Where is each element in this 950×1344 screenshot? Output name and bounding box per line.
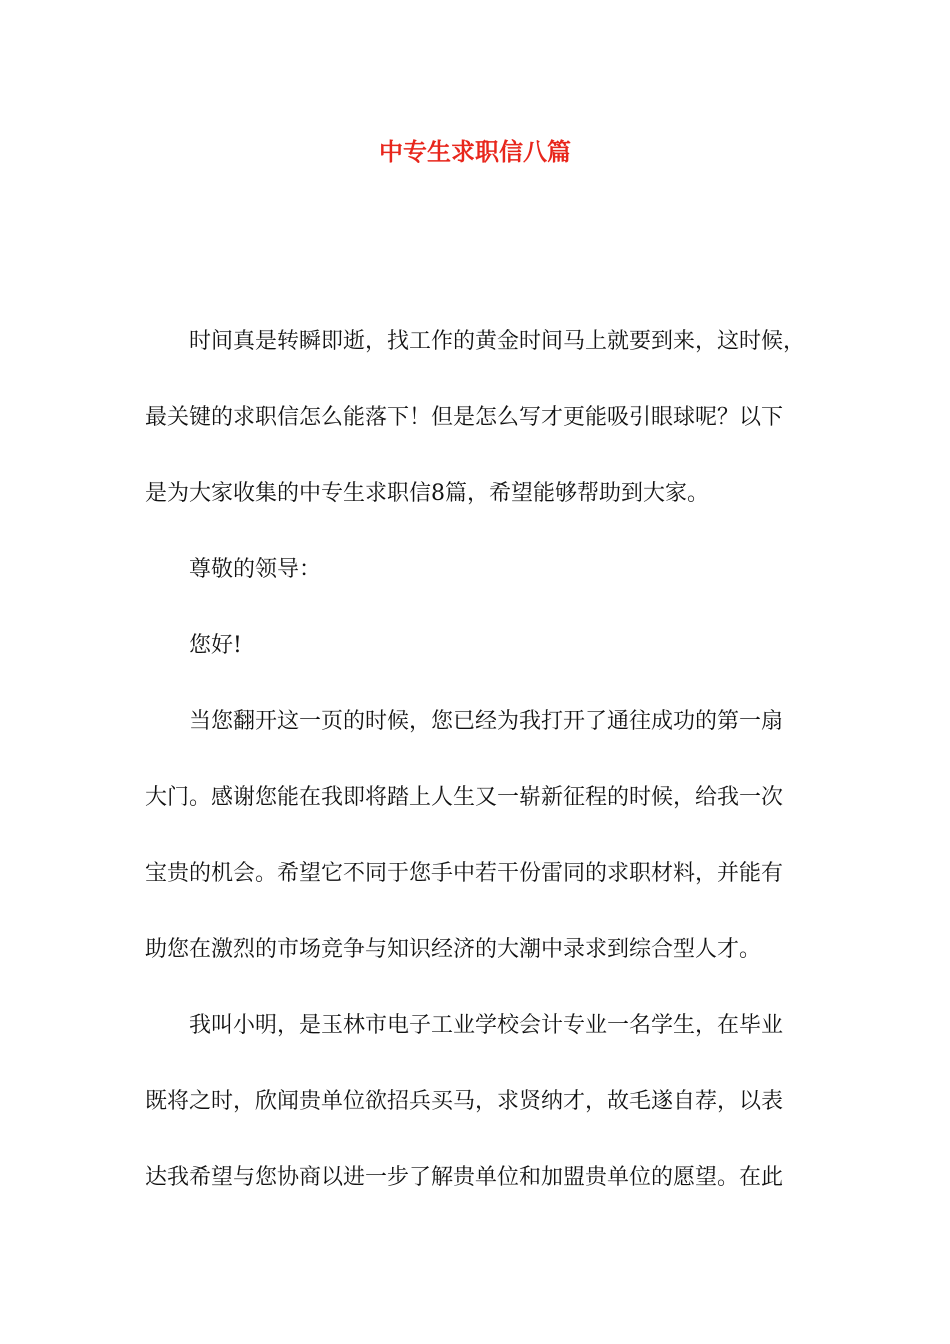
paragraph-line: 大门。感谢您能在我即将踏上人生又一崭新征程的时候，给我一次	[145, 785, 784, 810]
paragraph-line: 既将之时，欣闻贵单位欲招兵买马，求贤纳才，故毛遂自荐，以表	[145, 1089, 784, 1114]
paragraph-line: 宝贵的机会。希望它不同于您手中若干份雷同的求职材料，并能有	[145, 861, 784, 886]
paragraph-line: 时间真是转瞬即逝，找工作的黄金时间马上就要到来，这时候，	[189, 329, 806, 354]
paragraph-line: 是为大家收集的中专生求职信8篇，希望能够帮助到大家。	[145, 481, 709, 506]
document-body	[145, 318, 810, 1230]
document-title: 中专生求职信八篇	[379, 137, 571, 166]
paragraph-line: 最关键的求职信怎么能落下！但是怎么写才更能吸引眼球呢？以下	[145, 405, 784, 430]
salutation-line: 尊敬的领导：	[189, 557, 322, 582]
paragraph-line: 助您在激烈的市场竞争与知识经济的大潮中录求到综合型人才。	[145, 937, 762, 962]
paragraph-line: 当您翻开这一页的时候，您已经为我打开了通往成功的第一扇	[189, 709, 784, 734]
paragraph-line: 达我希望与您协商以进一步了解贵单位和加盟贵单位的愿望。在此	[145, 1165, 784, 1190]
greeting-line: 您好!	[189, 633, 242, 658]
paragraph-line: 我叫小明，是玉林市电子工业学校会计专业一名学生，在毕业	[189, 1013, 784, 1038]
